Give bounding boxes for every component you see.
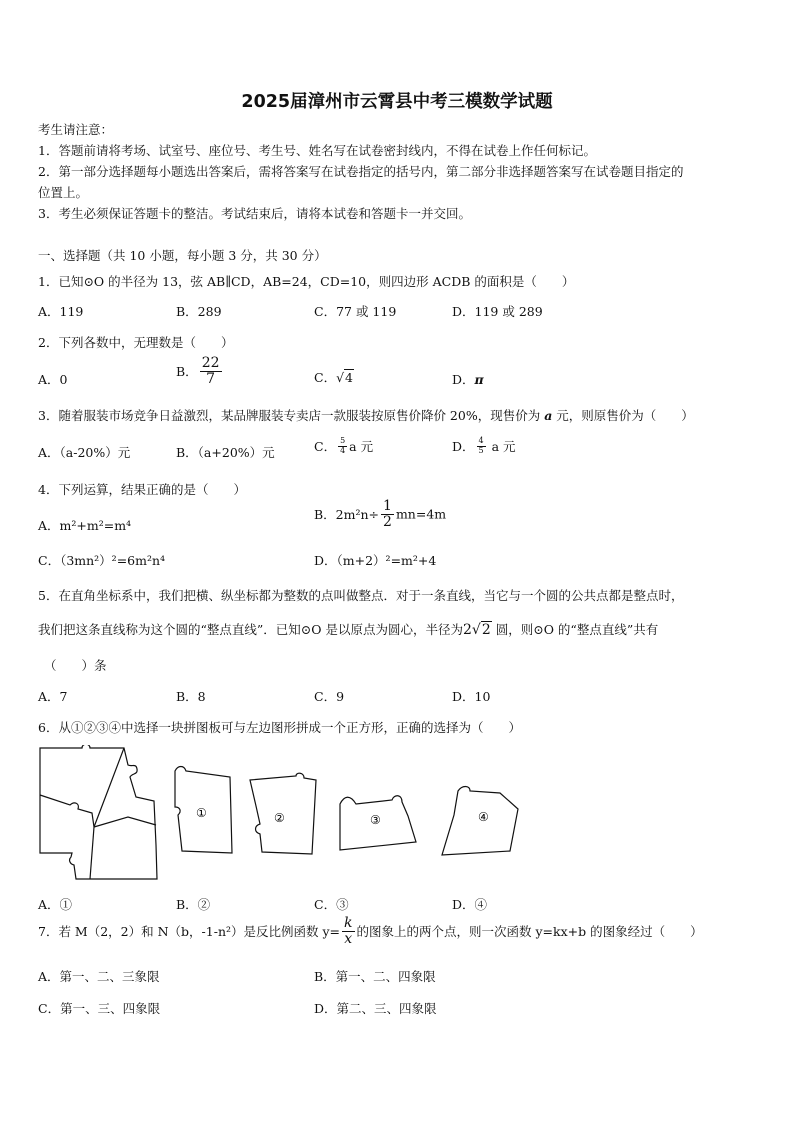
q2-fraction: $\frac{22}{7}$ [201, 355, 220, 387]
q5-line-1: 5．在直角坐标系中，我们把横、纵坐标都为整数的点叫做整点．对于一条直线，当它与一个圆的公共点都是整点时， [38, 588, 684, 603]
q2-option-d: D．π [452, 372, 484, 387]
q1-option-c: C．77 或 119 [314, 304, 397, 319]
q4-option-d: D．（m+2）²=m²+4 [314, 553, 437, 568]
q4-option-b: B．2m²n÷ $\frac{1}{2}$ mn=4m [314, 498, 447, 530]
q5-line-3: （ ）条 [44, 658, 107, 673]
q2-option-b: B． $\frac{22}{7}$ [176, 355, 220, 387]
notice-item-1: 1．答题前请将考场、试室号、座位号、考生号、姓名写在试卷密封线内，不得在试卷上作任何标记。 [38, 143, 596, 158]
q5-line-2: 我们把这条直线称为这个圆的“整点直线”．已知⊙O 是以原点为圆心，半径为2√2 圆，则⊙O 的“整点直线”共有 [38, 622, 659, 638]
piece-label-4: ④ [478, 810, 489, 824]
puzzle-piece-1 [172, 765, 236, 855]
q6-option-d: D．④ [452, 897, 488, 912]
q2-option-c: C．√4 [314, 370, 353, 385]
piece-label-3: ③ [370, 813, 381, 827]
q5-option-a: A．7 [38, 689, 68, 704]
q1-option-a: A．119 [38, 304, 84, 319]
q7-option-c: C．第一、三、四象限 [38, 1001, 161, 1016]
q5-option-b: B．8 [176, 689, 206, 704]
section-heading: 一、选择题（共 10 小题，每小题 3 分，共 30 分） [38, 248, 327, 263]
q4-option-c: C．（3mn²）²=6m²n⁴ [38, 553, 166, 568]
q1-stem: 1．已知⊙O 的半径为 13，弦 AB∥CD，AB=24，CD=10，则四边形 ACDB 的面积是（ ） [38, 274, 575, 289]
piece-label-1: ① [196, 806, 207, 820]
notice-heading: 考生请注意： [38, 122, 114, 137]
puzzle-piece-2 [246, 772, 318, 856]
q6-option-a: A．① [38, 897, 73, 912]
q3-stem: 3．随着服装市场竞争日益激烈，某品牌服装专卖店一款服装按原售价降价 20%，现售价为 a 元，则原售价为（ ） [38, 408, 694, 423]
puzzle-piece-3 [336, 782, 420, 854]
puzzle-piece-4 [440, 775, 522, 857]
q3-option-a: A．（a-20%）元 [38, 445, 131, 460]
q6-stem: 6．从①②③④中选择一块拼图板可与左边图形拼成一个正方形，正确的选择为（ ） [38, 720, 521, 735]
q5-option-c: C．9 [314, 689, 345, 704]
sqrt-sign: √4 [336, 370, 353, 385]
q7-option-d: D．第二、三、四象限 [314, 1001, 437, 1016]
notice-item-3: 3．考生必须保证答题卡的整洁。考试结束后，请将本试卷和答题卡一并交回。 [38, 206, 471, 221]
q2-option-a: A．0 [38, 372, 68, 387]
q7-option-b: B．第一、二、四象限 [314, 969, 436, 984]
q3-option-b: B．（a+20%）元 [176, 445, 275, 460]
q4-option-a: A．m²+m²=m⁴ [38, 518, 132, 533]
notice-item-2: 2．第一部分选择题每小题选出答案后，需将答案写在试卷指定的括号内，第二部分非选择题答案写在试卷题目指定的 [38, 164, 684, 179]
q1-option-b: B．289 [176, 304, 222, 319]
puzzle-base-figure [38, 745, 160, 883]
q6-option-c: C．③ [314, 897, 349, 912]
q7-option-a: A．第一、二、三象限 [38, 969, 160, 984]
q4-stem: 4．下列运算，结果正确的是（ ） [38, 482, 246, 497]
notice-item-2-cont: 位置上。 [38, 185, 89, 200]
q1-option-d: D．119 或 289 [452, 304, 543, 319]
q3-option-d: D． $\frac{4}{5}$ a 元 [452, 436, 516, 455]
q2-stem: 2．下列各数中，无理数是（ ） [38, 335, 234, 350]
q6-option-b: B．② [176, 897, 211, 912]
q5-option-d: D．10 [452, 689, 491, 704]
page-title: 2025届漳州市云霄县中考三模数学试题 [241, 92, 553, 112]
piece-label-2: ② [274, 811, 285, 825]
q3-option-c: C． $\frac{5}{4}$ a 元 [314, 436, 374, 455]
q7-stem: 7．若 M（2，2）和 N（b，-1-n²）是反比例函数 y= $\frac{k}{x}$ 的图象上的两个点，则一次函数 y=kx+b 的图象经过（ ） [38, 915, 703, 947]
